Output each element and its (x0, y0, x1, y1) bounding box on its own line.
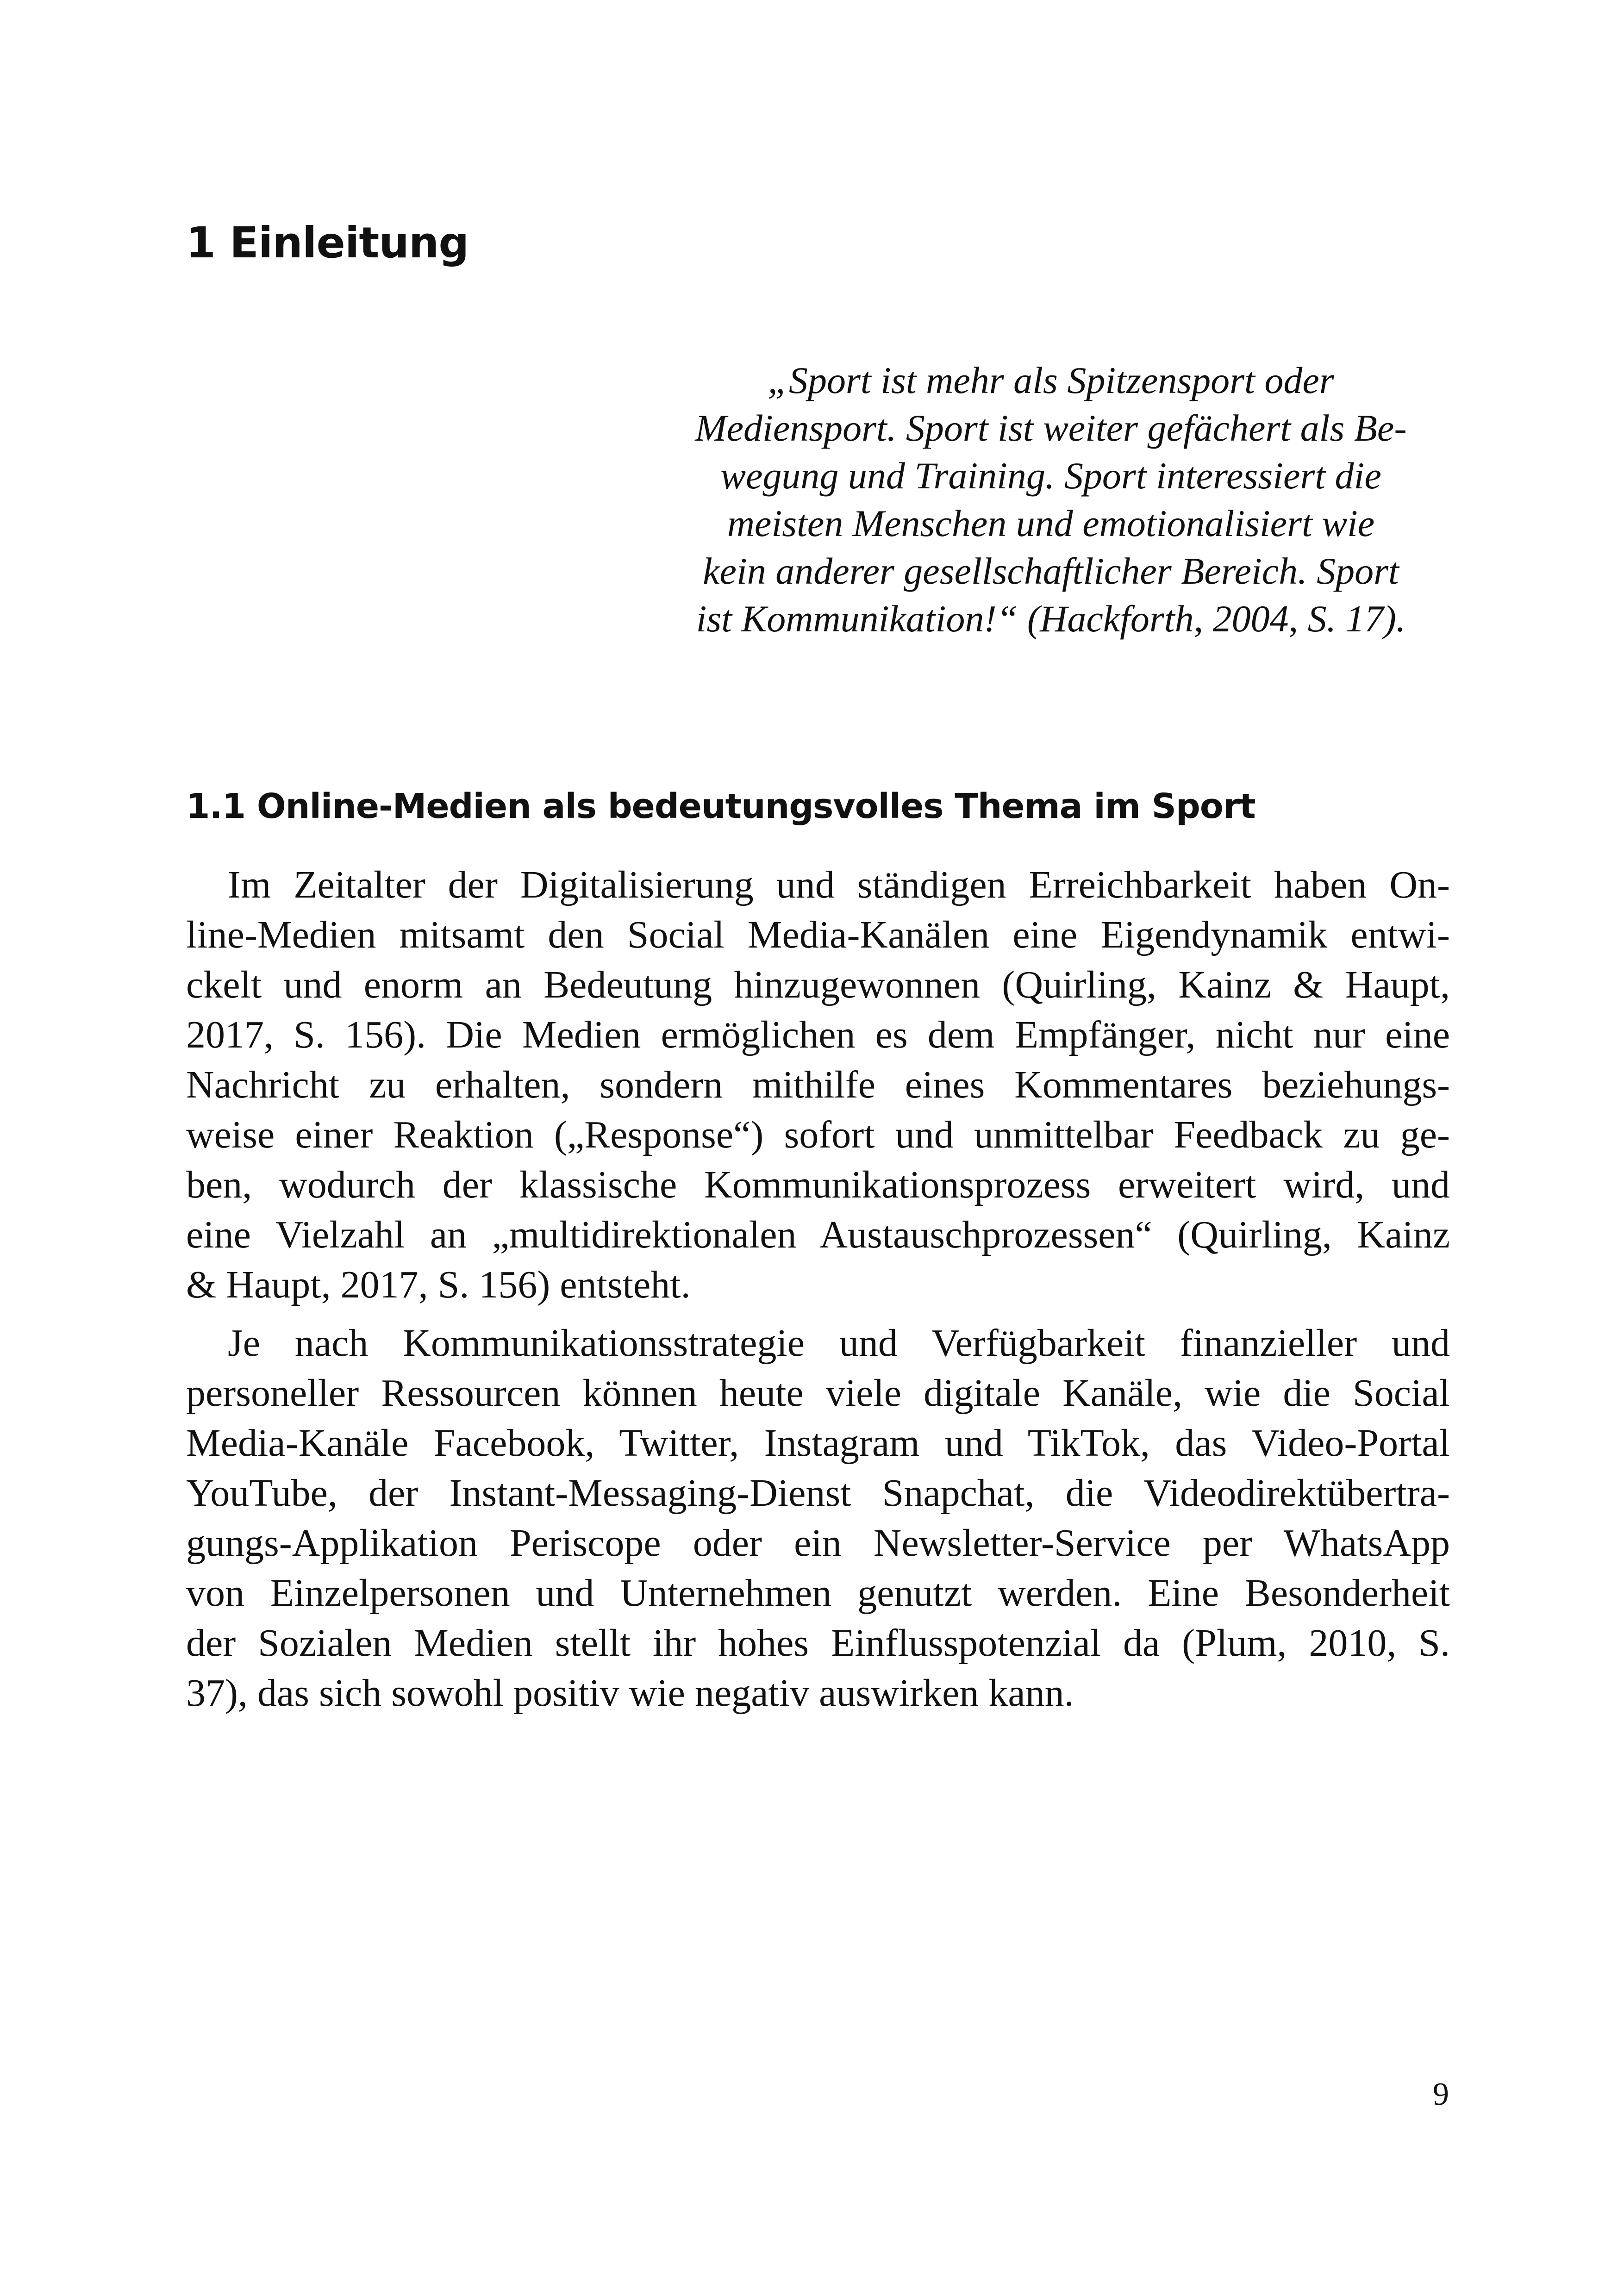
paragraph-line: Media-Kanäle Facebook, Twitter, Instagram und TikTok, das Video-Portal (186, 1422, 1450, 1465)
body-paragraph-1 (186, 860, 1450, 1310)
paragraph-line: 37), das sich sowohl positiv wie negativ auswirken kann. (186, 1671, 1074, 1715)
paragraph-line: gungs-Applikation Periscope oder ein Newsletter-Service per WhatsApp (186, 1522, 1450, 1565)
paragraph-line: von Einzelpersonen und Unternehmen genutzt werden. Eine Besonderheit (186, 1572, 1450, 1615)
body-paragraph-2 (186, 1318, 1450, 1718)
section-heading: 1.1 Online-Medien als bedeutungsvolles Thema im Sport (186, 786, 1255, 826)
paragraph-line: eine Vielzahl an „multidirektionalen Austauschprozessen“ (Quirling, Kainz (186, 1213, 1450, 1256)
epigraph-line: meisten Menschen und emotionalisiert wie (727, 502, 1375, 544)
paragraph-line: Nachricht zu erhalten, sondern mithilfe eines Kommentares beziehungs- (186, 1063, 1450, 1106)
paragraph-line: personeller Ressourcen können heute viele digitale Kanäle, wie die Social (186, 1372, 1450, 1415)
paragraph-line: YouTube, der Instant-Messaging-Dienst Snapchat, die Videodirektübertra- (186, 1472, 1450, 1515)
epigraph-line: wegung und Training. Sport interessiert die (720, 455, 1381, 497)
epigraph-line: kein anderer gesellschaftlicher Bereich. Sport (703, 550, 1399, 592)
epigraph-line: Mediensport. Sport ist weiter gefächert als Be- (695, 407, 1407, 449)
epigraph-line: „Sport ist mehr als Spitzensport oder (768, 359, 1334, 401)
page-number: 9 (1433, 2077, 1449, 2112)
paragraph-line: 2017, S. 156). Die Medien ermöglichen es dem Empfänger, nicht nur eine (186, 1013, 1450, 1056)
paragraph-line: ckelt und enorm an Bedeutung hinzugewonnen (Quirling, Kainz & Haupt, (186, 963, 1450, 1006)
paragraph-line: ben, wodurch der klassische Kommunikationsprozess erweitert wird, und (186, 1163, 1450, 1206)
paragraph-line: weise einer Reaktion („Response“) sofort und unmittelbar Feedback zu ge- (186, 1113, 1450, 1156)
epigraph-quote (639, 356, 1463, 642)
paragraph-line: der Sozialen Medien stellt ihr hohes Einflusspotenzial da (Plum, 2010, S. (186, 1621, 1450, 1665)
chapter-heading: 1 Einleitung (186, 218, 469, 268)
epigraph-line: ist Kommunikation!“ (Hackforth, 2004, S. 17). (696, 598, 1406, 640)
paragraph-line: Je nach Kommunikationsstrategie und Verfügbarkeit finanzieller und (228, 1322, 1450, 1365)
paragraph-line: line-Medien mitsamt den Social Media-Kanälen eine Eigendynamik entwi- (186, 913, 1450, 956)
paragraph-line: & Haupt, 2017, S. 156) entsteht. (186, 1263, 691, 1306)
paragraph-line: Im Zeitalter der Digitalisierung und ständigen Erreichbarkeit haben On- (228, 863, 1450, 906)
